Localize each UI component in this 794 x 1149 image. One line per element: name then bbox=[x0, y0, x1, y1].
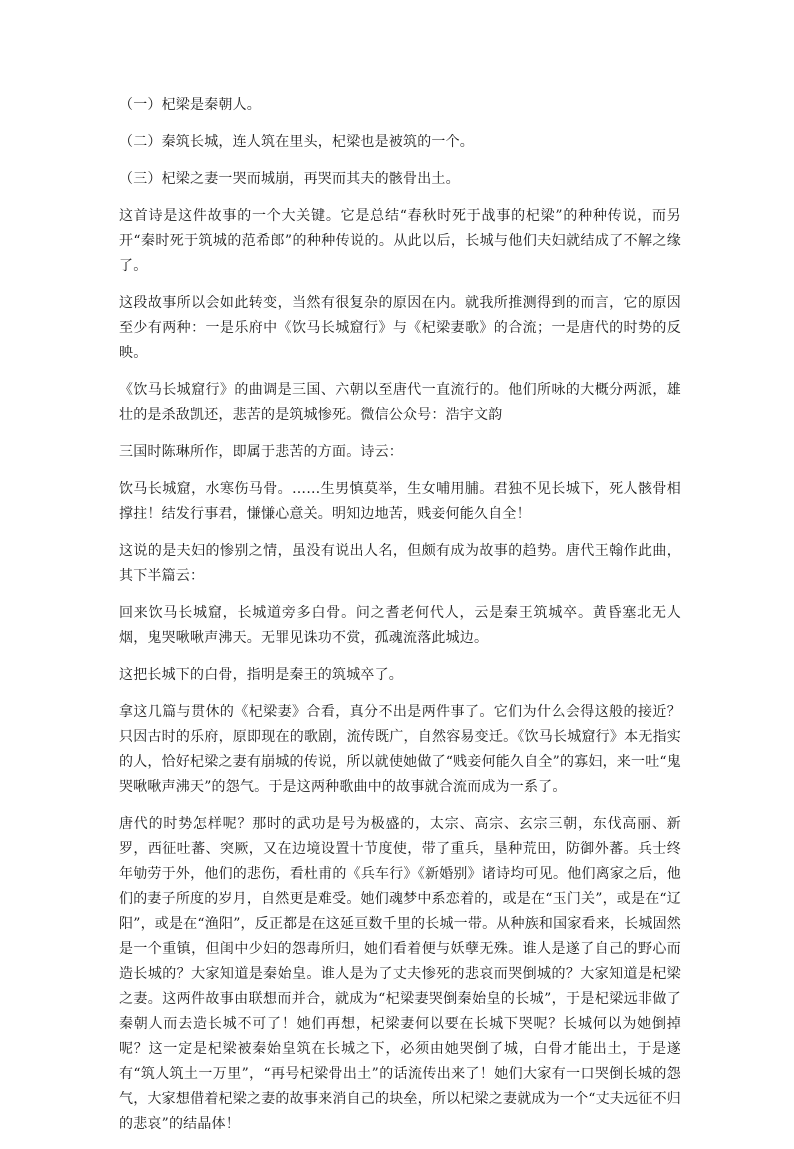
paragraph-tang-times: 唐代的时势怎样呢？那时的武功是号为极盛的，太宗、高宗、玄宗三朝，东伐高丽、新罗，西征吐蕃、突厥，又在边境设置十节度使，带了重兵，垦种荒田，防御外蕃。兵士终年劬劳于外，他们的悲伤，看杜甫的《兵车行》《新婚别》诸诗均可见。他们离家之后，他们的妻子所度的岁月，自然更是难受。她们魂梦中系恋着的，或是在“玉门关”，或是在“辽阳”，或是在“渔阳”，反正都是在这延亘数千里的长城一带。从种族和国家看来，长城固然是一个重镇，但闺中少妇的怨毒所归，她们看着便与妖孽无殊。谁人是遂了自己的野心而造长城的？大家知道是秦始皇。谁人是为了丈夫惨死的悲哀而哭倒城的？大家知道是杞梁之妻。这两件故事由联想而并合，就成为“杞梁妻哭倒秦始皇的长城”，于是杞梁远非做了秦朝人而去造长城不可了！她们再想，杞梁妻何以要在长城下哭呢？长城何以为她倒掉呢？这一定是杞梁被秦始皇筑在长城之下，必须由她哭倒了城，白骨才能出土，于是遂有“筑人筑土一万里”，“再号杞梁骨出土”的话流传出来了！她们大家有一口哭倒长城的怨气，大家想借着杞梁之妻的故事来消自己的块垒，所以杞梁之妻就成为一个“丈夫远征不归的悲哀”的结晶体！ bbox=[119, 816, 681, 1132]
paragraph-merging-stories: 拿这几篇与贯休的《杞梁妻》合看，真分不出是两件事了。它们为什么会得这般的接近？只因古时的乐府，原即现在的歌剧，流传既广，自然容易变迁。《饮马长城窟行》本无指实的人，恰好杞梁之妻有崩城的传说，所以就使她做了“贱妾何能久自全”的寡妇，来一吐“鬼哭啾啾声沸天”的怨气。于是这两种歌曲中的故事就合流而成为一系了。 bbox=[119, 704, 681, 795]
paragraph-point-two: （二）秦筑长城，连人筑在里头，杞梁也是被筑的一个。 bbox=[119, 134, 474, 150]
paragraph-chen-lin-intro: 三国时陈琳所作，即属于悲苦的方面。诗云： bbox=[119, 444, 403, 460]
paragraph-point-three: （三）杞梁之妻一哭而城崩，再哭而其夫的骸骨出土。 bbox=[119, 171, 460, 187]
paragraph-yinma-tune: 《饮马长城窟行》的曲调是三国、六朝以至唐代一直流行的。他们所咏的大概分两派，雄壮的是杀敌凯还，悲苦的是筑城惨死。微信公众号：浩宇文韵 bbox=[119, 382, 681, 423]
paragraph-white-bones: 这把长城下的白骨，指明是秦王的筑城卒了。 bbox=[119, 667, 403, 683]
paragraph-wang-han-intro: 这说的是夫妇的惨别之情，虽没有说出人名，但颇有成为故事的趋势。唐代王翰作此曲，其下半篇云： bbox=[119, 543, 681, 584]
paragraph-chen-lin-poem: 饮马长城窟，水寒伤马骨。……生男慎莫举，生女哺用脯。君独不见长城下，死人骸骨相撑拄！结发行事君，慊慊心意关。明知边地苦，贱妾何能久自全！ bbox=[119, 481, 681, 522]
paragraph-wang-han-poem: 回来饮马长城窟，长城道旁多白骨。问之耆老何代人，云是秦王筑城卒。黄昏塞北无人烟，鬼哭啾啾声沸天。无罪见诛功不赏，孤魂流落此城边。 bbox=[119, 605, 681, 646]
paragraph-point-one: （一）杞梁是秦朝人。 bbox=[119, 97, 261, 113]
paragraph-key-poem: 这首诗是这件故事的一个大关键。它是总结“春秋时死于战事的杞梁”的种种传说，而另开“秦时死于筑城的范希郎”的种种传说的。从此以后，长城与他们夫妇就结成了不解之缘了。 bbox=[119, 208, 681, 274]
document-body bbox=[119, 93, 681, 1149]
paragraph-two-reasons: 这段故事所以会如此转变，当然有很复杂的原因在内。就我所推测得到的而言，它的原因至少有两种：一是乐府中《饮马长城窟行》与《杞梁妻歌》的合流；一是唐代的时势的反映。 bbox=[119, 295, 681, 361]
